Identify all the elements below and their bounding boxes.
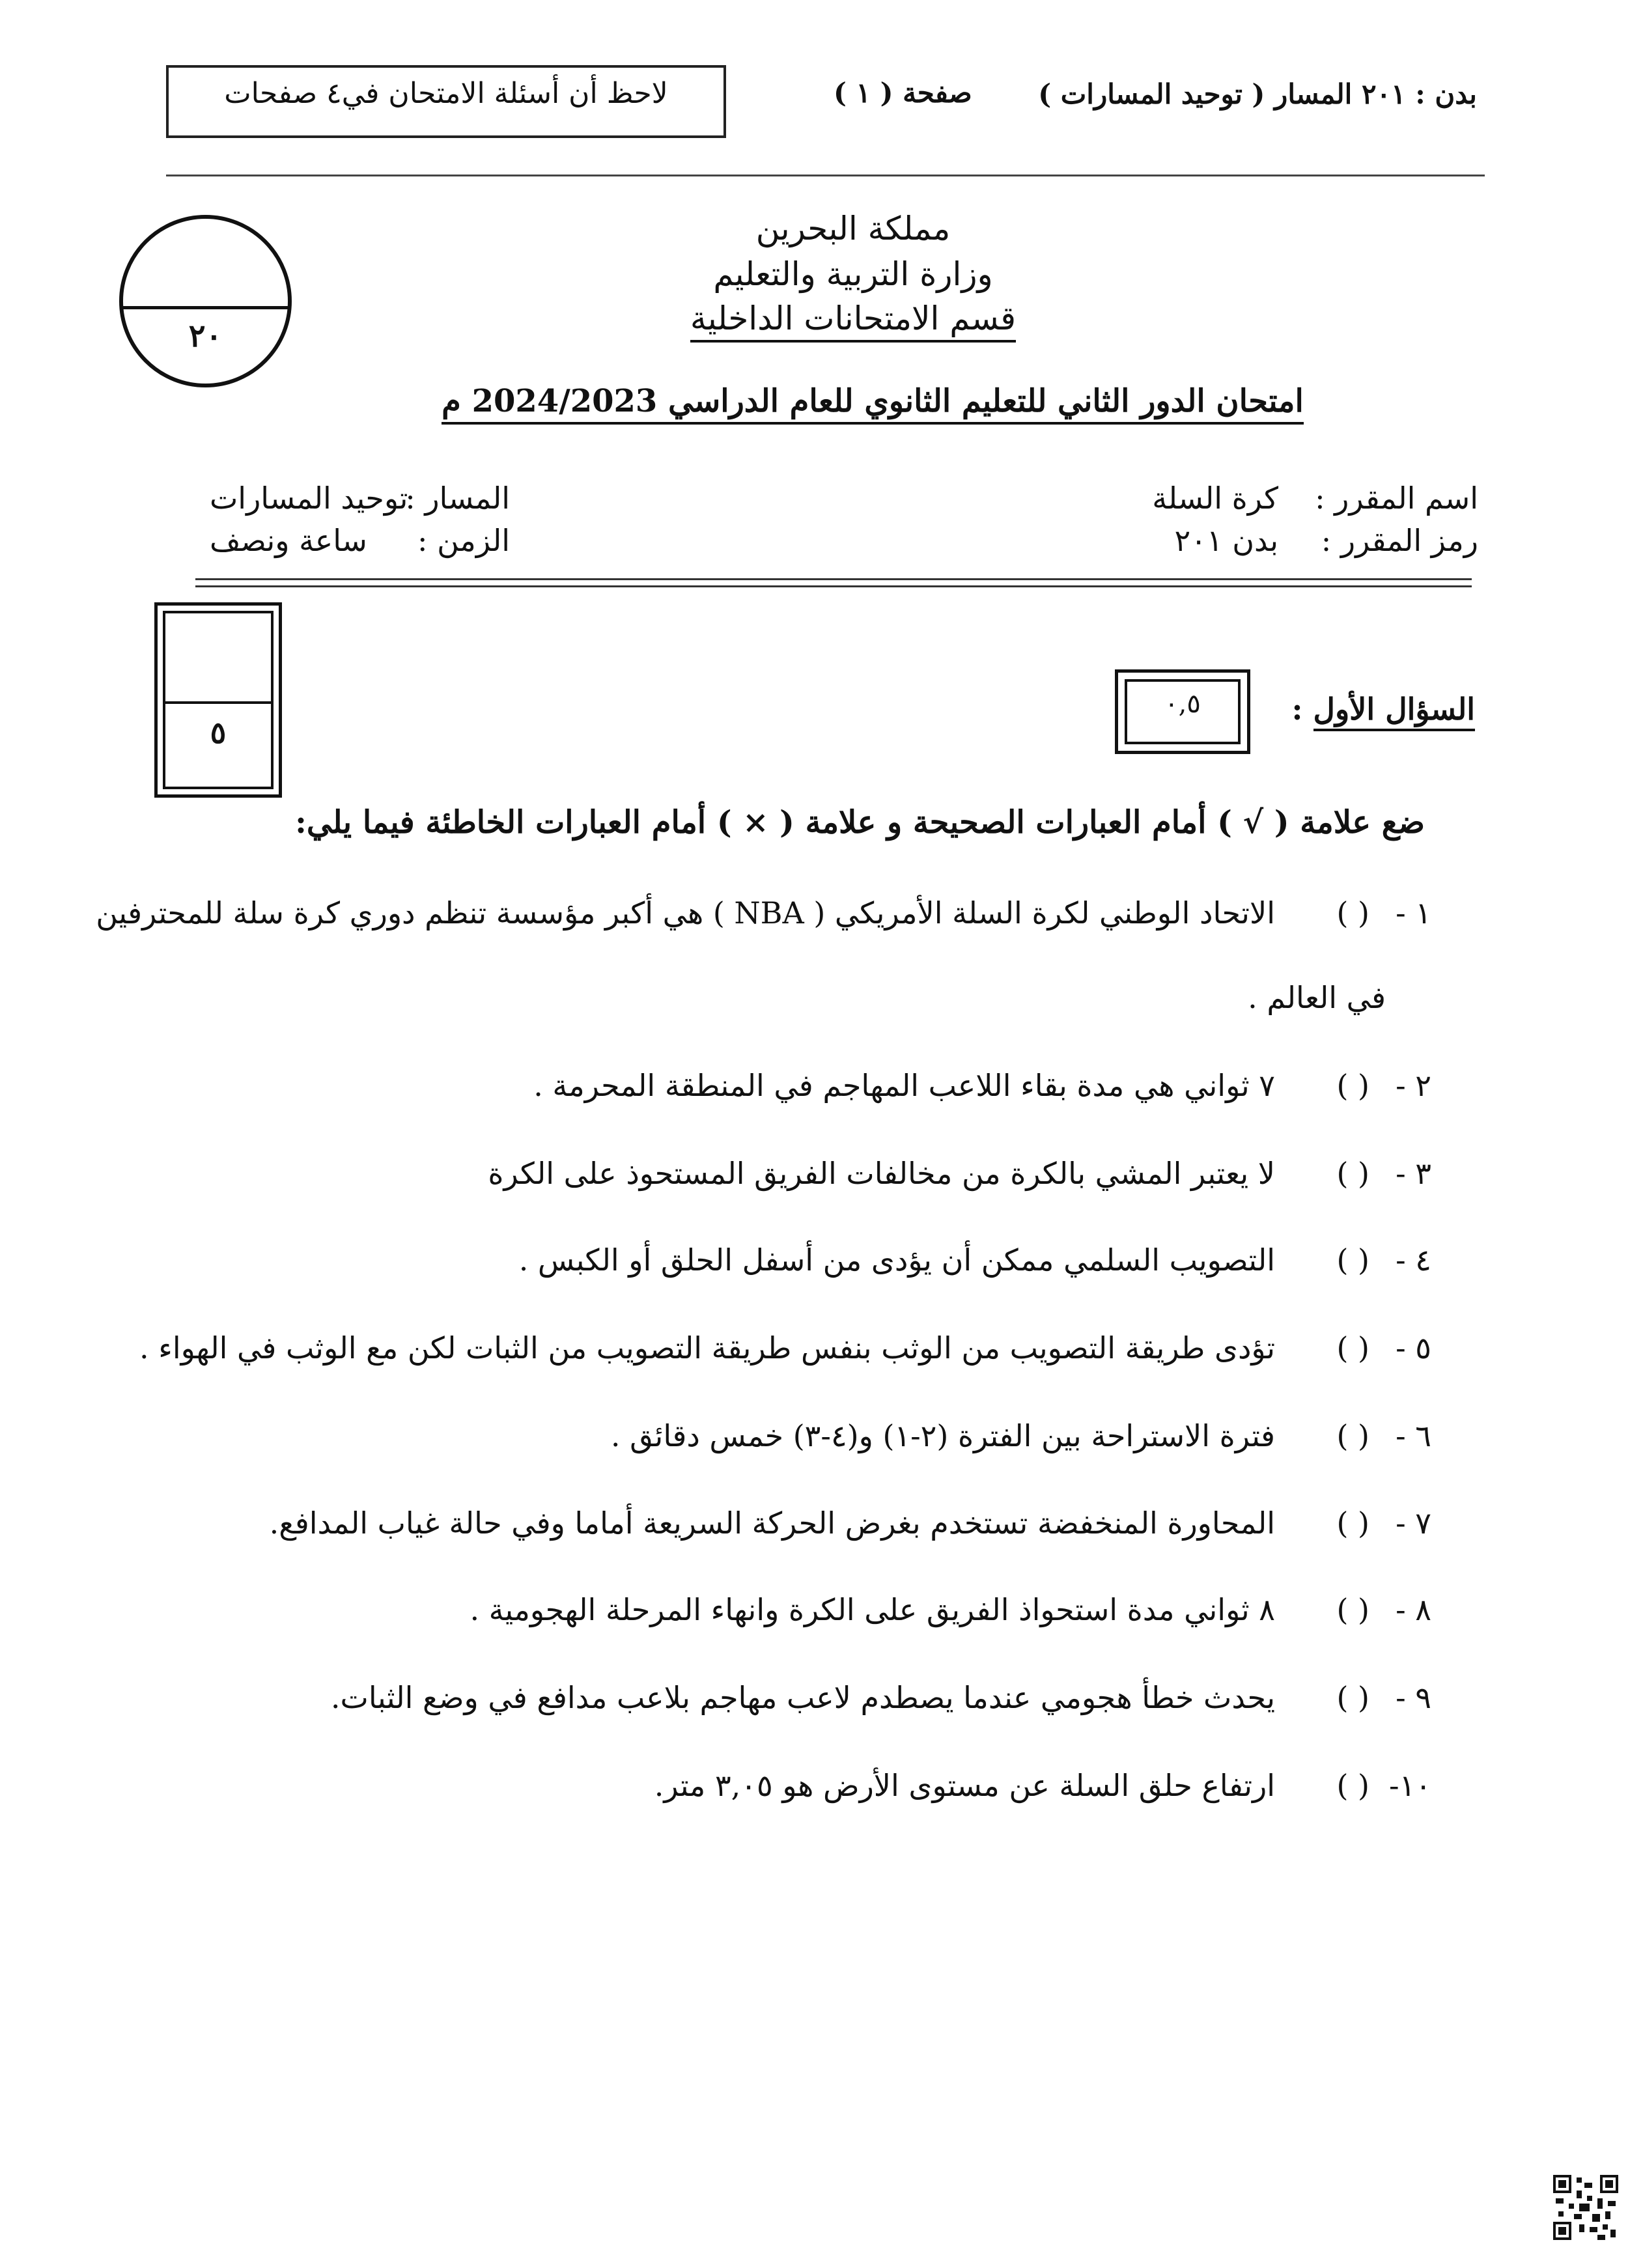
total-score-divider bbox=[123, 306, 288, 309]
course-line: بدن : ٢٠١ المسار ( توحيد المسارات ) bbox=[1038, 78, 1477, 110]
ministry-name: وزارة التربية والتعليم bbox=[713, 255, 993, 293]
item-number: ١ - bbox=[1396, 895, 1431, 931]
item-text: المحاورة المنخفضة تستخدم بغرض الحركة السريعة أماما وفي حالة غياب المدافع. bbox=[269, 1505, 1275, 1541]
department-name-text: قسم الامتحانات الداخلية bbox=[690, 300, 1016, 343]
question-title-text: السؤال الأول bbox=[1313, 692, 1475, 731]
question-instruction: ضع علامة ( √ ) أمام العبارات الصحيحة و علامة ( × ) أمام العبارات الخاطئة فيما يلي: bbox=[295, 804, 1425, 841]
item-number: ٣ - bbox=[1396, 1156, 1431, 1191]
answer-bracket[interactable]: ( ) bbox=[1336, 895, 1369, 931]
total-score: ٢٠ bbox=[188, 318, 223, 354]
answer-bracket[interactable]: ( ) bbox=[1336, 1242, 1369, 1278]
item-text: لا يعتبر المشي بالكرة من مخالفات الفريق المستحوذ على الكرة bbox=[488, 1156, 1275, 1191]
answer-bracket[interactable]: ( ) bbox=[1336, 1068, 1369, 1103]
qr-code-icon bbox=[1553, 2175, 1618, 2240]
course-code-value: بدن ٢٠١ bbox=[1174, 523, 1278, 558]
course-code-label: رمز المقرر : bbox=[1321, 523, 1478, 558]
answer-bracket[interactable]: ( ) bbox=[1336, 1418, 1369, 1453]
question-title-colon: : bbox=[1291, 692, 1303, 727]
item-number: ٤ - bbox=[1396, 1242, 1431, 1278]
item-text: ارتفاع حلق السلة عن مستوى الأرض هو ٣,٠٥ متر. bbox=[654, 1768, 1275, 1803]
item-number: ٥ - bbox=[1396, 1330, 1431, 1365]
department-name bbox=[651, 300, 1055, 337]
item-text: التصويب السلمي ممكن أن يؤدى من أسفل الحلق أو الكبس . bbox=[518, 1242, 1275, 1278]
exam-title bbox=[391, 383, 1355, 419]
item-text: يحدث خطأ هجومي عندما يصطدم لاعب مهاجم بلاعب مدافع في وضع الثبات. bbox=[330, 1680, 1275, 1715]
notice-text: لاحظ أن أسئلة الامتحان في٤ صفحات bbox=[224, 77, 668, 110]
item-number: ٨ - bbox=[1396, 1592, 1431, 1627]
mark-per-item: ٠,٥ bbox=[1164, 689, 1201, 719]
item-number: ٩ - bbox=[1396, 1680, 1431, 1715]
page-number: صفحة ( ١ ) bbox=[834, 77, 972, 109]
item-text: ٧ ثواني هي مدة بقاء اللاعب المهاجم في المنطقة المحرمة . bbox=[533, 1068, 1275, 1103]
item-text: تؤدى طريقة التصويب من الوثب بنفس طريقة التصويب من الثبات لكن مع الوثب في الهواء . bbox=[139, 1330, 1275, 1365]
question-grade-box-divider bbox=[163, 701, 274, 704]
answer-bracket[interactable]: ( ) bbox=[1336, 1156, 1369, 1191]
double-divider bbox=[195, 578, 1472, 587]
answer-bracket[interactable]: ( ) bbox=[1336, 1768, 1369, 1803]
answer-bracket[interactable]: ( ) bbox=[1336, 1592, 1369, 1627]
item-text-continuation: في العالم . bbox=[1248, 980, 1386, 1015]
time-label: الزمن : bbox=[417, 523, 510, 558]
kingdom-name: مملكة البحرين bbox=[755, 210, 951, 247]
question-grade-box-inner bbox=[163, 611, 274, 789]
header-divider bbox=[166, 175, 1485, 176]
answer-bracket[interactable]: ( ) bbox=[1336, 1680, 1369, 1715]
exam-title-text: امتحان الدور الثاني للتعليم الثانوي للعام الدراسي 2024/2023 م bbox=[442, 383, 1304, 425]
item-text: ٨ ثواني مدة استحواذ الفريق على الكرة وانهاء المرحلة الهجومية . bbox=[470, 1592, 1275, 1627]
question-title bbox=[1292, 692, 1475, 727]
time-value: ساعة ونصف bbox=[210, 523, 367, 558]
question-grade-value: ٥ bbox=[210, 715, 227, 750]
item-text: الاتحاد الوطني لكرة السلة الأمريكي ( NBA ) هي أكبر مؤسسة تنظم دوري كرة سلة للمحترفين bbox=[96, 895, 1275, 931]
answer-bracket[interactable]: ( ) bbox=[1336, 1505, 1369, 1541]
course-name-label: اسم المقرر : bbox=[1315, 481, 1478, 516]
course-name-value: كرة السلة bbox=[1152, 481, 1278, 516]
item-number: ٧ - bbox=[1396, 1505, 1431, 1541]
track-label: المسار : bbox=[405, 481, 510, 516]
answer-bracket[interactable]: ( ) bbox=[1336, 1330, 1369, 1365]
item-number: ١٠- bbox=[1389, 1768, 1431, 1803]
total-score-circle bbox=[119, 215, 292, 387]
item-text: فترة الاستراحة بين الفترة (٢-١) و(٤-٣) خمس دقائق . bbox=[610, 1418, 1275, 1453]
item-number: ٦ - bbox=[1396, 1418, 1431, 1453]
item-number: ٢ - bbox=[1396, 1068, 1431, 1103]
track-value: توحيد المسارات bbox=[210, 481, 408, 516]
